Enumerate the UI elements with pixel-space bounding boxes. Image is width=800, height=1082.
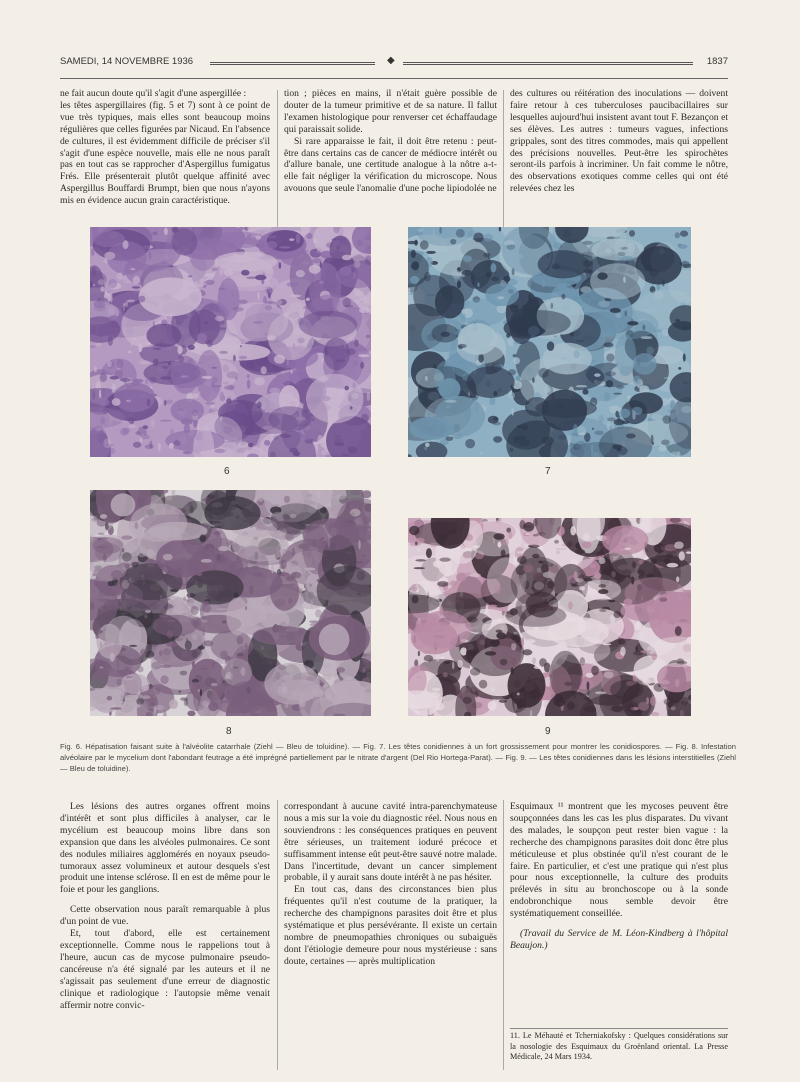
paragraph: Les lésions des autres organes offrent moins d'intérêt et sont plus difficiles à analyser, car le mycélium est beaucoup moins libre dans son expansion que dans les alvéoles pulmonaires. Ce sont des nodules miliaires agglomérés en noyaux pseudo-tumoraux assez volumineux et autour desquels s'est produit une intense sclérose. Il en est de même pour le foie et pour les ganglions. [60,801,270,896]
column-divider [277,800,278,1070]
figure-number: 6 [224,466,230,477]
header-rule-right [403,62,693,65]
top-column-2 [284,88,497,195]
column-divider [503,90,504,230]
paragraph: Esquimaux ¹¹ montrent que les mycoses peuvent être soupçonnées dans les cas les plus disparates. Du vivant des malades, le soupçon peut rester bien vague : la recherche des champignons parasites doit donc être plus méticuleuse et plus obstinée qu'il n'est courant de le faire. En particulier, et c'est une pratique qui n'est plus pour nous exceptionnelle, la culture des produits prélevés in situ au bronchoscope ou à la sonde endobronchique nous semble devoir être systématiquement conseillée. [510,801,728,920]
top-column-1 [60,88,270,207]
bottom-column-1 [60,801,270,1011]
figure-9-micrograph [408,518,691,716]
paragraph: tion ; pièces en mains, il n'était guère possible de douter de la tumeur primitive et de sa nature. Il fallut l'examen histologique pour renverser cet échaffaudage qui paraissait solide. [284,88,497,135]
bottom-column-2 [284,801,497,968]
figure-number: 8 [226,726,232,737]
footnote-rule [510,1028,728,1029]
figure-7-micrograph [408,227,691,457]
page-number: 1837 [706,56,728,67]
figure-number: 9 [545,726,551,737]
paragraph: Si rare apparaisse le fait, il doit être retenu : peut-être dans certains cas de cancer de médiocre intérêt ou d'allure banale, une certitude analogue à la nôtre a-t-elle fait négliger la vérification du microscope. Nous avouons que seule l'anomalie d'une poche lipiodolée ne [284,135,497,195]
header-date: SAMEDI, 14 NOVEMBRE 1936 [60,56,194,67]
column-divider [503,800,504,1070]
bottom-column-3 [510,801,728,952]
figure-8-micrograph [90,490,371,716]
paragraph: Et, tout d'abord, elle est certainement exceptionnelle. Comme nous le rappelions tout à l'heure, aucun cas de mycose pulmonaire pseudo-cancéreuse n'a été signalé par les auteurs et il ne s'agissait pas seulement d'une erreur de diagnostic clinique et radiologique : l'autopsie même venait affermir notre convic- [60,928,270,1011]
figure-number: 7 [545,466,551,477]
column-divider [277,90,278,230]
header-rule-left [210,62,375,65]
top-column-3 [510,88,728,195]
paragraph: Cette observation nous paraît remarquable à plus d'un point de vue. [60,904,270,928]
figure-caption: Fig. 6. Hépatisation faisant suite à l'alvéolite catarrhale (Ziehl — Bleu de toluidine). — Fig. 7. Les têtes conidiennes à un fort grossissement pour montrer les conidiospores. — Fig. 8. Infestation alvéolaire par le mycelium dont l'abondant feutrage a été imprégné partiellement par le nitrate d'argent (Del Rio Hortega-Parat). — Fig. 9. — Les têtes conidiennes dans les lésions interstitielles (Ziehl — Bleu de toluidine). [60,742,736,773]
running-header [60,56,728,70]
figure-6-micrograph [90,227,371,457]
paragraph: En tout cas, dans des circonstances bien plus fréquentes qu'il n'est coutume de la pratiquer, la recherche des champignons parasites doit être et plus systématique et plus persévérante. Il existe un certain nombre de pneumopathies chroniques ou subaiguës dont l'étiologie demeure pour nous mystérieuse : sans doute, certaines — après multiplication [284,884,497,967]
paragraph: ne fait aucun doute qu'il s'agit d'une aspergillée : [60,88,247,99]
paragraph: des cultures ou réitération des inoculations — doivent faire retour à ces tuberculoses paucibacillaires sur lesquelles aujourd'hui insistent avant tout F. Bezançon et ses élèves. Les autres : tumeurs vagues, infections grippales, sont des titres commodes, mais qui appellent des précisions nouvelles. Peut-être les spirochètes seront-ils parfois à incriminer. Un fait comme le nôtre, des observations exotiques comme celles qui ont été relevées chez les [510,88,728,195]
header-ornament: ◆ [387,55,395,66]
paragraph: correspondant à aucune cavité intra-parenchymateuse nous a mis sur la voie du diagnostic réel. Nous nous en souviendrons : les conséquences pratiques en peuvent être sérieuses, un traitement ioduré précoce et suffisamment intense eût peut-être sauvé notre malade. Dans l'incertitude, devant un cancer simplement probable, il y aurait sans doute intérêt à ne pas hésiter. [284,801,497,884]
paragraph: les têtes aspergillaires (fig. 5 et 7) sont à ce point de vue très typiques, mais elles sont beaucoup moins régulières que celles figurées par Nicaud. En l'absence de cultures, il est évidemment difficile de préciser s'il s'agit d'une espèce nouvelle, mais elle ne nous paraît pas en tout cas se rapprocher d'Aspergillus fumigatus Frés. Elle présenterait plutôt quelque affinité avec Aspergillus Bouffardi Brumpt, bien que nous n'ayons mis en évidence aucun grain caractéristique. [60,99,270,207]
footnote: 11. Le Méhauté et Tcherniakofsky : Quelques considérations sur la nosologie des Esquimaux du Groënland oriental. La Presse Médicale, 24 Mars 1934. [510,1031,728,1061]
header-underline [60,78,728,79]
signature-line: (Travail du Service de M. Léon-Kindberg à l'hôpital Beaujon.) [510,928,728,951]
